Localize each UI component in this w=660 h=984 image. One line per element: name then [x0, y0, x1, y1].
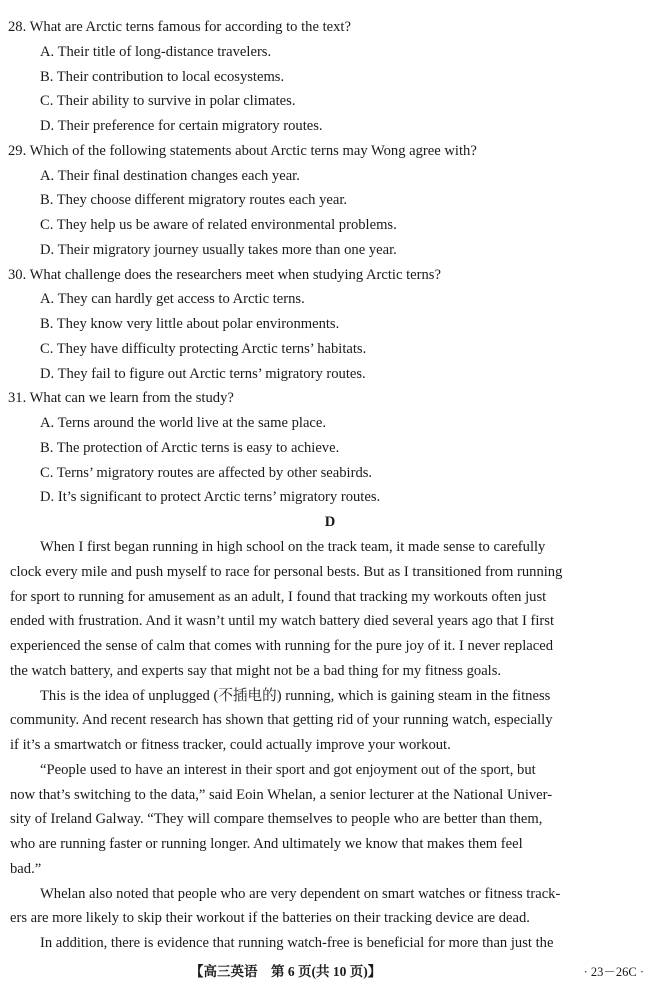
passage-line: community. And recent research has shown that getting rid of your running watch, especially — [10, 712, 553, 728]
question-31-option-c: C. Terns’ migratory routes are affected by other seabirds. — [40, 465, 373, 481]
passage-line: who are running faster or running longer. And ultimately we know that makes them feel — [10, 836, 523, 852]
passage-line: bad.” — [10, 861, 42, 877]
question-31-option-a: A. Terns around the world live at the same place. — [40, 415, 327, 431]
question-29-option-d: D. Their migratory journey usually takes more than one year. — [40, 242, 397, 258]
passage-line: experienced the sense of calm that comes with running for the pure joy of it. I never replaced — [10, 638, 554, 654]
passage-line: ended with frustration. And it wasn’t until my watch battery died several years ago that I first — [10, 613, 555, 629]
passage-line: now that’s switching to the data,” said Eoin Whelan, a senior lecturer at the National Univer- — [10, 787, 553, 803]
question-29-stem: 29. Which of the following statements about Arctic terns may Wong agree with? — [8, 143, 477, 159]
question-28-option-a: A. Their title of long-distance travelers. — [40, 44, 272, 60]
passage-line: When I first began running in high school on the track team, it made sense to carefully — [40, 539, 546, 555]
page-footer-code: · 23－26C · — [583, 965, 644, 979]
question-29-option-a: A. Their final destination changes each year. — [40, 168, 300, 184]
passage-line: the watch battery, and experts say that might not be a bad thing for my fitness goals. — [10, 663, 502, 679]
question-29-option-c: C. They help us be aware of related environmental problems. — [40, 217, 397, 233]
question-30-option-b: B. They know very little about polar environments. — [40, 316, 340, 332]
question-28-option-d: D. Their preference for certain migratory routes. — [40, 118, 323, 134]
question-31-option-b: B. The protection of Arctic terns is easy to achieve. — [40, 440, 340, 456]
passage-line: Whelan also noted that people who are very dependent on smart watches or fitness track- — [40, 886, 561, 902]
question-28-option-c: C. Their ability to survive in polar climates. — [40, 93, 296, 109]
passage-line: This is the idea of unplugged (不插电的) running, which is gaining steam in the fitness — [40, 688, 551, 704]
passage-line: sity of Ireland Galway. “They will compare themselves to people who are better than them, — [10, 811, 543, 827]
passage-line: if it’s a smartwatch or fitness tracker, could actually improve your workout. — [10, 737, 451, 753]
question-31-option-d: D. It’s significant to protect Arctic terns’ migratory routes. — [40, 489, 381, 505]
question-30-option-d: D. They fail to figure out Arctic terns’ migratory routes. — [40, 366, 366, 382]
passage-line: for sport to running for amusement as an adult, I found that tracking my workouts often just — [10, 589, 547, 605]
question-30-stem: 30. What challenge does the researchers meet when studying Arctic terns? — [8, 267, 441, 283]
question-30-option-c: C. They have difficulty protecting Arctic terns’ habitats. — [40, 341, 367, 357]
question-30-option-a: A. They can hardly get access to Arctic terns. — [40, 291, 305, 307]
passage-line: clock every mile and push myself to race for personal bests. But as I transitioned from running — [10, 564, 563, 580]
passage-line: “People used to have an interest in their sport and got enjoyment out of the sport, but — [40, 762, 536, 778]
page-footer-title: 【高三英语 第 6 页(共 10 页)】 — [190, 964, 382, 979]
question-28-stem: 28. What are Arctic terns famous for according to the text? — [8, 19, 351, 35]
passage-line: ers are more likely to skip their workout if the batteries on their tracking device are dead. — [10, 910, 530, 926]
question-31-stem: 31. What can we learn from the study? — [8, 390, 234, 406]
question-29-option-b: B. They choose different migratory routes each year. — [40, 192, 348, 208]
passage-line: In addition, there is evidence that running watch-free is beneficial for more than just the — [40, 935, 554, 951]
section-heading: D — [324, 514, 336, 530]
question-28-option-b: B. Their contribution to local ecosystems. — [40, 69, 285, 85]
